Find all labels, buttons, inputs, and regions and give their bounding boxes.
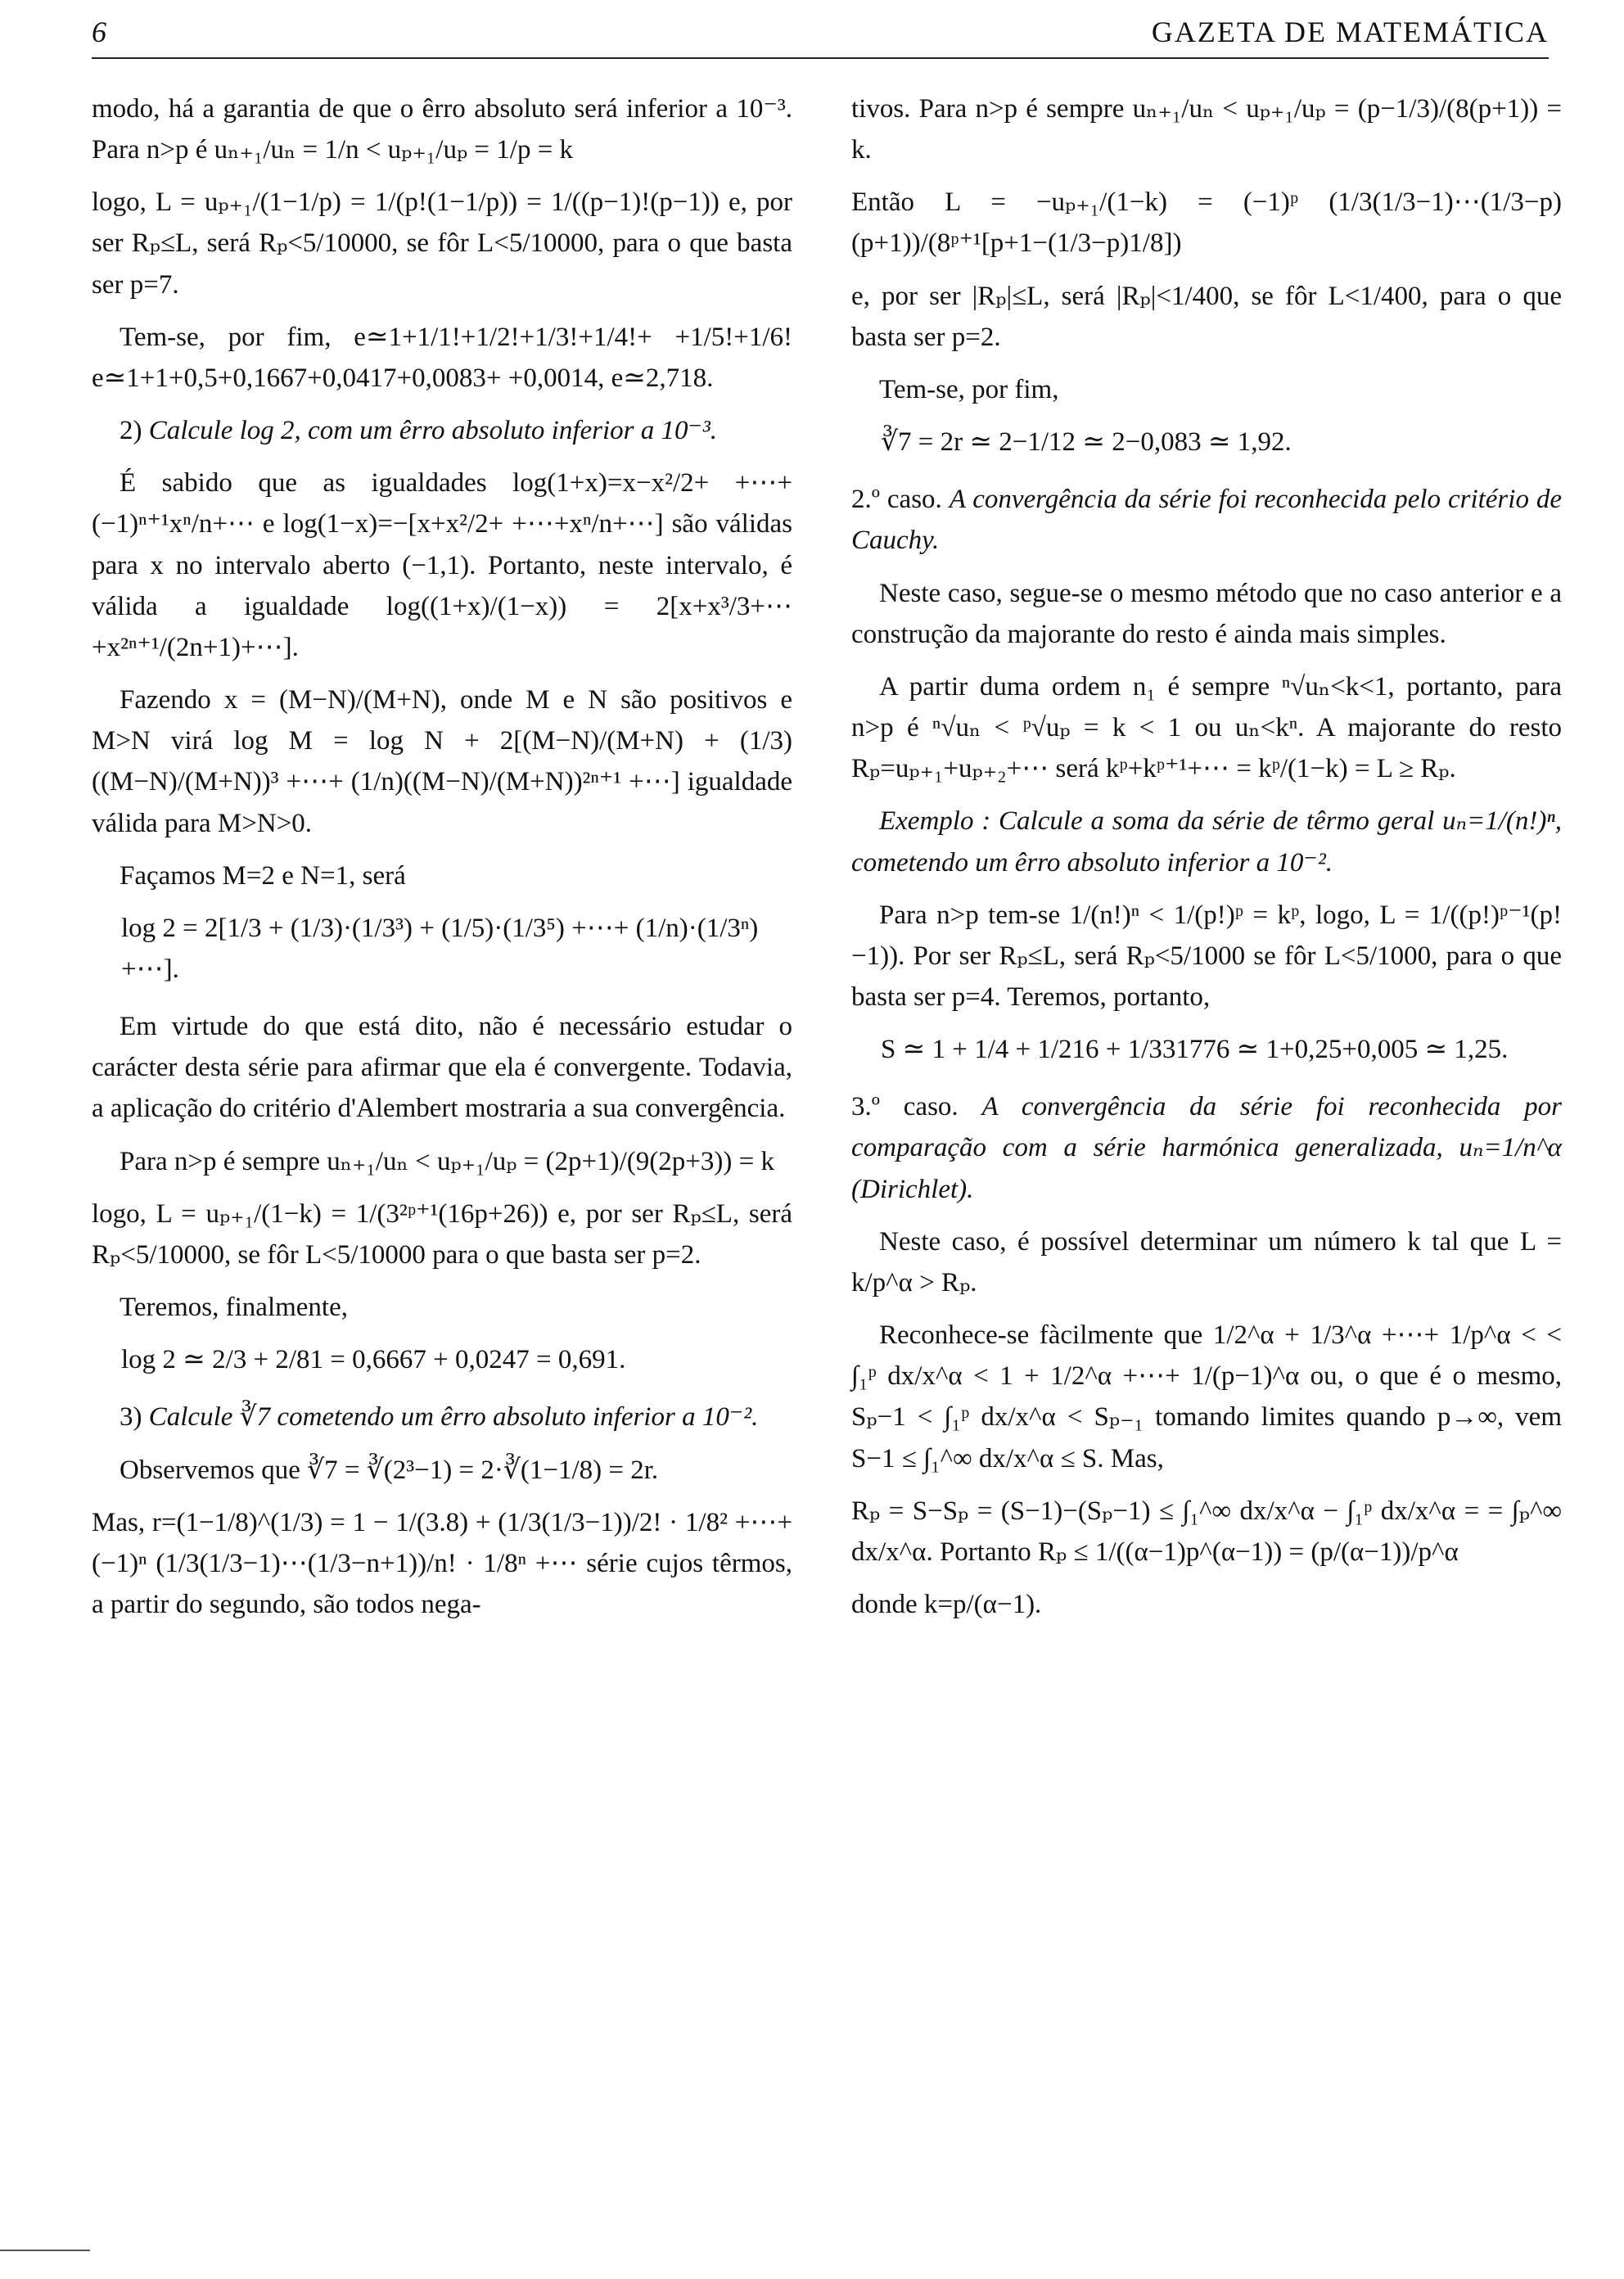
- paragraph: Para n>p tem-se 1/(n!)ⁿ < 1/(p!)ᵖ = kᵖ, logo, L = 1/((p!)ᵖ⁻¹(p!−1)). Por ser Rₚ≤L, será Rₚ<5/1000 se fôr L<5/1000, para o que basta ser p=4. Teremos, portanto,: [851, 900, 1562, 1012]
- paragraph: modo, há a garantia de que o êrro absoluto será inferior a 10⁻³. Para n>p é uₙ₊₁/uₙ = 1/n < uₚ₊₁/uₚ = 1/p = k: [92, 94, 792, 165]
- left-column: [92, 88, 792, 1636]
- paragraph: Tem-se, por fim,: [879, 374, 1059, 404]
- paragraph: logo, L = uₚ₊₁/(1−k) = 1/(3²ᵖ⁺¹(16p+26)) e, por ser Rₚ≤L, será Rₚ<5/10000, se fôr L<5/10000 para o que basta ser p=2.: [92, 1198, 792, 1270]
- paragraph: tivos. Para n>p é sempre uₙ₊₁/uₙ < uₚ₊₁/uₚ = (p−1/3)/(8(p+1)) = k.: [851, 94, 1562, 165]
- case-title: A convergência da série foi reconhecida pelo critério de Cauchy.: [851, 485, 1563, 556]
- example-label: Exemplo :: [879, 806, 991, 837]
- case-number: 2.º caso.: [851, 485, 942, 515]
- paragraph: donde k=p/(α−1).: [851, 1590, 1042, 1619]
- paragraph: Neste caso, segue-se o mesmo método que no caso anterior e a construção da majorante do resto é ainda mais simples.: [851, 578, 1562, 649]
- case-title: A convergência da série foi reconhecida por comparação com a série harmónica generalizada, uₙ=1/n^α (Dirichlet).: [851, 1092, 1562, 1204]
- paragraph: Tem-se, por fim, e≃1+1/1!+1/2!+1/3!+1/4!+ +1/5!+1/6! e≃1+1+0,5+0,1667+0,0417+0,0083+ +0,0014, e≃2,718.: [92, 322, 792, 393]
- section-title: Calcule log 2, com um êrro absoluto inferior a 10⁻³.: [148, 416, 718, 446]
- section-title: Calcule ∛7 cometendo um êrro absoluto inferior a 10⁻².: [148, 1402, 759, 1433]
- section-number: 3): [120, 1402, 142, 1433]
- running-title: GAZETA DE MATEMÁTICA: [1151, 16, 1549, 48]
- page-header: [92, 11, 1549, 59]
- paragraph: e, por ser |Rₚ|≤L, será |Rₚ|<1/400, se fôr L<1/400, para o que basta ser p=2.: [851, 281, 1562, 352]
- right-column: [851, 88, 1562, 1636]
- case-heading-3: [851, 1086, 1562, 1209]
- example-title: Calcule a soma da série de têrmo geral uₙ=1/(n!)ⁿ, cometendo um êrro absoluto inferior a 10⁻².: [851, 806, 1562, 878]
- paragraph: Então L = −uₚ₊₁/(1−k) = (−1)ᵖ (1/3(1/3−1)⋯(1/3−p)(p+1))/(8ᵖ⁺¹[p+1−(1/3−p)1/8]): [851, 187, 1562, 259]
- example-heading: [851, 801, 1562, 882]
- case-heading-2: [851, 479, 1562, 561]
- equation: log 2 ≃ 2/3 + 2/81 = 0,6667 + 0,0247 = 0,691.: [121, 1345, 626, 1375]
- paragraph: Rₚ = S−Sₚ = (S−1)−(Sₚ−1) ≤ ∫₁^∞ dx/x^α − ∫₁ᵖ dx/x^α = = ∫ₚ^∞ dx/x^α. Portanto Rₚ ≤ 1/((α−1)p^(α−1)) = (p/(α−1))/p^α: [851, 1496, 1562, 1567]
- paragraph: Reconhece-se fàcilmente que 1/2^α + 1/3^α +⋯+ 1/p^α < < ∫₁ᵖ dx/x^α < 1 + 1/2^α +⋯+ 1/(p−1)^α ou, o que é o mesmo, Sₚ−1 < ∫₁ᵖ dx/x^α < Sₚ₋₁ tomando limites quando p→∞, vem S−1 ≤ ∫₁^∞ dx/x^α ≤ S. Mas,: [851, 1320, 1562, 1473]
- paragraph: Em virtude do que está dito, não é necessário estudar o carácter desta série para afirmar que ela é convergente. Todavia, a aplicação do critério d'Alembert mostraria a sua convergência.: [92, 1012, 792, 1124]
- equation: log 2 = 2[1/3 + (1/3)·(1/3³) + (1/5)·(1/3⁵) +⋯+ (1/n)·(1/3ⁿ) +⋯].: [121, 913, 759, 984]
- equation: ∛7 = 2r ≃ 2−1/12 ≃ 2−0,083 ≃ 1,92.: [881, 427, 1292, 458]
- paragraph: A partir duma ordem n₁ é sempre ⁿ√uₙ<k<1, portanto, para n>p é ⁿ√uₙ < ᵖ√uₚ = k < 1 ou uₙ<kⁿ. A majorante do resto Rₚ=uₚ₊₁+uₚ₊₂+⋯ será kᵖ+kᵖ⁺¹+⋯ = kᵖ/(1−k) = L ≥ Rₚ.: [851, 671, 1562, 784]
- section-heading-2: [92, 410, 792, 451]
- paragraph: Teremos, finalmente,: [120, 1293, 349, 1323]
- section-number: 2): [120, 416, 142, 446]
- paragraph: Para n>p é sempre uₙ₊₁/uₙ < uₚ₊₁/uₚ = (2p+1)/(9(2p+3)) = k: [120, 1146, 774, 1176]
- paragraph: Fazendo x = (M−N)/(M+N), onde M e N são positivos e M>N virá log M = log N + 2[(M−N)/(M+N) + (1/3)((M−N)/(M+N))³ +⋯+ (1/n)((M−N)/(M+N))²ⁿ⁺¹ +⋯] igualdade válida para M>N>0.: [92, 685, 792, 838]
- equation: S ≃ 1 + 1/4 + 1/216 + 1/331776 ≃ 1+0,25+0,005 ≃ 1,25.: [881, 1035, 1509, 1065]
- section-heading-3: [92, 1397, 792, 1437]
- paragraph: logo, L = uₚ₊₁/(1−1/p) = 1/(p!(1−1/p)) = 1/((p−1)!(p−1)) e, por ser Rₚ≤L, será Rₚ<5/10000, se fôr L<5/10000, para o que basta ser p=7.: [92, 187, 792, 300]
- paragraph: Observemos que ∛7 = ∛(2³−1) = 2·∛(1−1/8) = 2r.: [120, 1455, 659, 1485]
- paragraph: É sabido que as igualdades log(1+x)=x−x²/2+ +⋯+(−1)ⁿ⁺¹xⁿ/n+⋯ e log(1−x)=−[x+x²/2+ +⋯+xⁿ/n+⋯] são válidas para x no intervalo aberto (−1,1). Portanto, neste intervalo, é válida a igualdade log((1+x)/(1−x)) = 2[x+x³/3+⋯+x²ⁿ⁺¹/(2n+1)+⋯].: [92, 468, 792, 662]
- paragraph: Neste caso, é possível determinar um número k tal que L = k/p^α > Rₚ.: [851, 1226, 1562, 1297]
- case-number: 3.º caso.: [851, 1092, 959, 1122]
- paragraph: Mas, r=(1−1/8)^(1/3) = 1 − 1/(3.8) + (1/3(1/3−1))/2! · 1/8² +⋯+ (−1)ⁿ (1/3(1/3−1)⋯(1/3−n+1))/n! · 1/8ⁿ +⋯ série cujos têrmos, a partir do segundo, são todos nega-: [92, 1507, 792, 1619]
- page-number: 6: [92, 16, 106, 48]
- paragraph: Façamos M=2 e N=1, será: [120, 860, 406, 891]
- footer-rule: [0, 2250, 90, 2251]
